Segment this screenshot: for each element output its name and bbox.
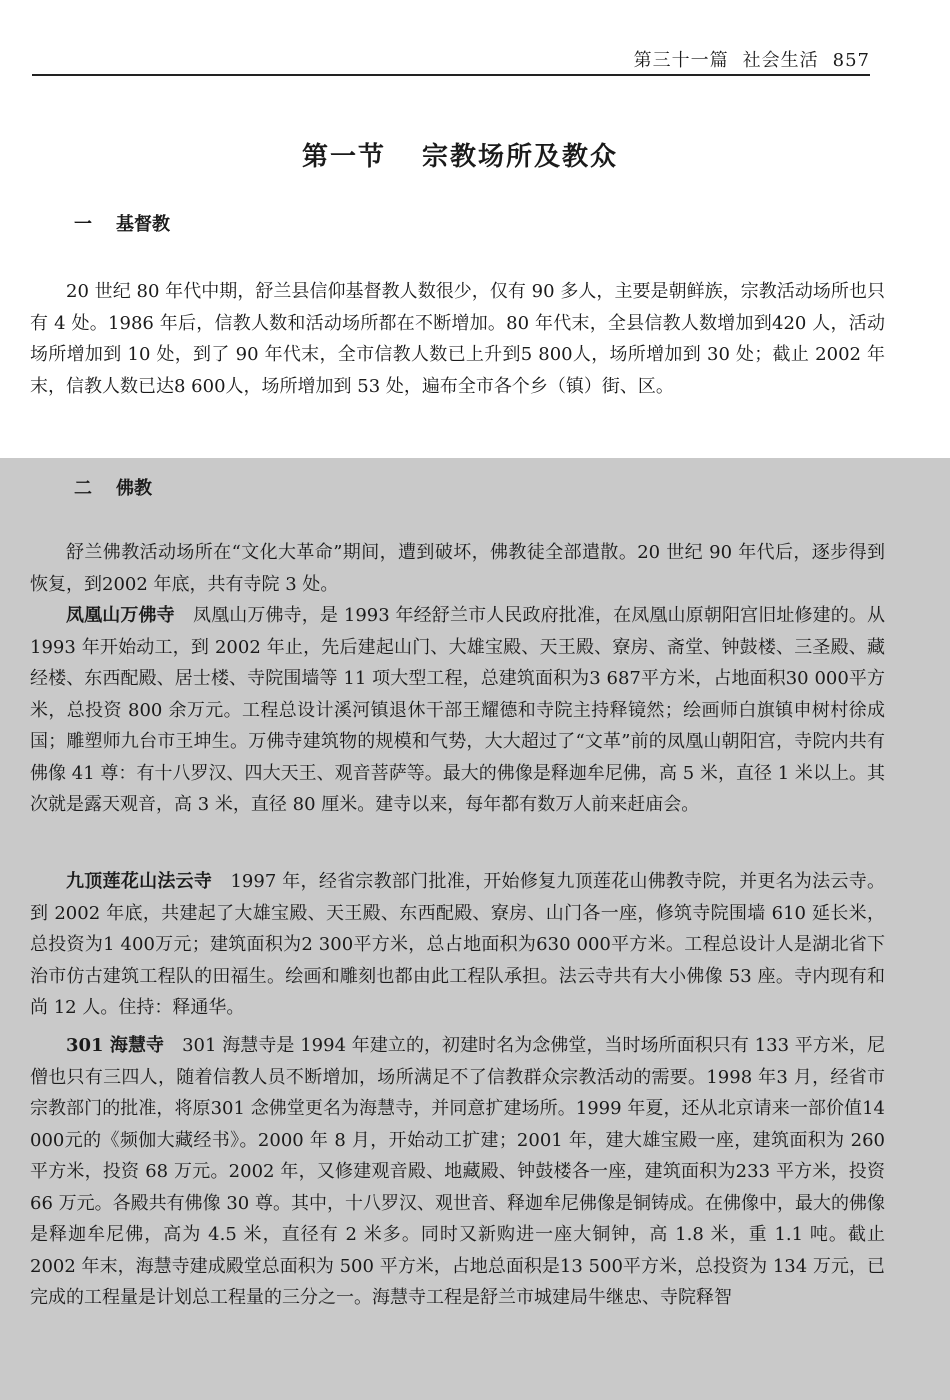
subheading-christianity xyxy=(74,210,170,236)
section-title xyxy=(0,136,920,173)
header-section: 社会生活 xyxy=(742,50,819,71)
temple-text: 凤凰山万佛寺，是 1993 年经舒兰市人民政府批准，在凤凰山原朝阳宫旧址修建的。从 1993 年开始动工，到 2002 年止，先后建起山门、大雄宝殿、天王殿、寮房、斋堂、钟鼓楼、三圣殿、藏经楼、东西配殿、居士楼、寺院围墙等 11 项大型工程，总建筑面积为3 687平方米，占地面积30 000平方米，总投资 800 余万元。工程总设计溪河镇退休干部王耀德和寺院主持释镜然；绘画师白旗镇申树村徐成国；雕塑师九台市王坤生。万佛寺建筑物的规模和气势，大大超过了“文革”前的凤凰山朝阳宫，寺院内共有佛像 41 尊：有十八罗汉、四大天王、观音菩萨等。最大的佛像是释迦牟尼佛，高 5 米，直径 1 米以上。其次就是露天观音，高 3 米，直径 80 厘米。建寺以来，每年都有数万人前来赶庙会。 xyxy=(30,605,886,815)
buddhism-intro: 舒兰佛教活动场所在“文化大革命”期间，遭到破坏，佛教徒全部遣散。20 世纪 90 年代后，逐步得到恢复，到2002 年底，共有寺院 3 处。 xyxy=(30,542,885,595)
subheading-label: 佛教 xyxy=(116,478,152,499)
running-header xyxy=(32,46,870,72)
subheading-buddhism xyxy=(74,474,152,500)
subheading-number: 二 xyxy=(74,478,92,499)
temple-paragraph-fayun xyxy=(30,866,885,1024)
header-chapter: 第三十一篇 xyxy=(633,50,729,71)
section-title-prefix: 第一节 xyxy=(301,142,386,172)
temple-text: 1997 年，经省宗教部门批准，开始修复九顶莲花山佛教寺院，并更名为法云寺。到 2002 年底，共建起了大雄宝殿、天王殿、东西配殿、寮房、山门各一座，修筑寺院围墙 610 延长米，总投资为1 400万元；建筑面积为2 300平方米，总占地面积为630 000平方米。工程总设计人是湖北省下治市仿古建筑工程队的田福生。绘画和雕刻也都由此工程队承担。法云寺共有大小佛像 53 座。寺内现有和尚 12 人。住持：释通华。 xyxy=(30,871,886,1018)
temple-text: 301 海慧寺是 1994 年建立的，初建时名为念佛堂，当时场所面积只有 133 平方米，尼僧也只有三四人，随着信教人员不断增加，场所满足不了信教群众宗教活动的需要。1998 年3 月，经省市宗教部门的批准，将原301 念佛堂更名为海慧寺，并同意扩建场所。1999 年夏，还从北京请来一部价值14 000元的《频伽大藏经书》。2000 年 8 月，开始动工扩建；2001 年，建大雄宝殿一座，建筑面积为 260 平方米，投资 68 万元。2002 年，又修建观音殿、地藏殿、钟鼓楼各一座，建筑面积为233 平方米，投资 66 万元。各殿共有佛像 30 尊。其中，十八罗汉、观世音、释迦牟尼佛像是铜铸成。在佛像中，最大的佛像是释迦牟尼佛，高为 4.5 米，直径有 2 米多。同时又新购进一座大铜钟，高 1.8 米，重 1.1 吨。截止 2002 年末，海慧寺建成殿堂总面积为 500 平方米，占地总面积是13 500平方米，总投资为 134 万元，已完成的工程量是计划总工程量的三分之一。海慧寺工程是舒兰市城建局牛继忠、寺院释智 xyxy=(30,1035,885,1308)
section-title-text: 宗教场所及教众 xyxy=(422,142,619,172)
subheading-number: 一 xyxy=(74,214,92,235)
page-number: 857 xyxy=(832,50,870,71)
christianity-paragraph: 20 世纪 80 年代中期，舒兰县信仰基督教人数很少，仅有 90 多人，主要是朝鲜族，宗教活动场所也只有 4 处。1986 年后，信教人数和活动场所都在不断增加。80 年代末，全县信教人数增加到420 人，活动场所增加到 10 处，到了 90 年代末，全市信教人数已上升到5 800人，场所增加到 30 处；截止 2002 年末，信教人数已达8 600人，场所增加到 53 处，遍布全市各个乡（镇）街、区。 xyxy=(30,281,885,397)
header-rule xyxy=(32,74,870,76)
temple-paragraph-wanfo xyxy=(30,600,885,821)
temple-name: 301 海慧寺 xyxy=(66,1035,165,1056)
subheading-label: 基督教 xyxy=(116,214,170,235)
temple-name: 凤凰山万佛寺 xyxy=(66,605,175,626)
temple-name: 九顶莲花山法云寺 xyxy=(66,871,213,892)
temple-paragraph-haihui xyxy=(30,1030,885,1314)
